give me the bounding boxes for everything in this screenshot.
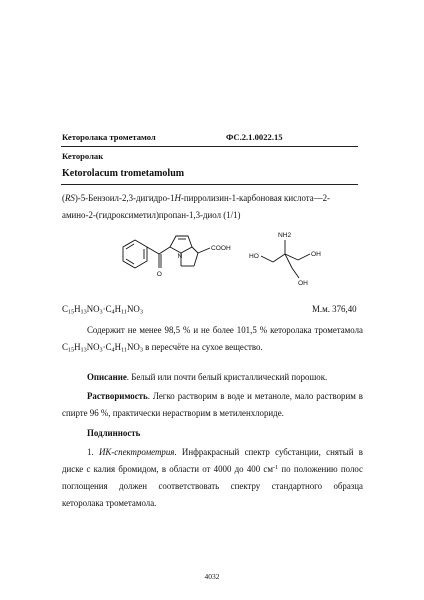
solubility-line-2: спирте 96 %, практически нерастворим в метиленхлориде. [62,408,284,418]
molecular-formula: $C_{15}H_{13}NO_3\cdot C_4H_{11}NO_3$ [62,304,143,316]
oh-bottom-label: OH [298,280,308,287]
cooh-label: COOH [211,245,231,252]
nh2-label: NH2 [278,232,292,239]
monograph-latin-name: Ketorolacum trometamolum [62,168,185,179]
content-line-2: $C_{15}H_{13}NO_3\cdot C_4H_{11}NO_3$ в пересчёте на сухое вещество. [62,342,263,354]
nitrogen-atom-label: N [177,253,183,260]
monograph-short-name: Кеторолак [62,151,104,161]
monograph-code: ФС.2.1.0022.15 [226,132,283,142]
identity-line-1: 1. ИК-спектрометрия. Инфракрасный спектр субстанции, снятый в [87,447,363,457]
identity-line-2: диске с калия бромидом, в области от 4000 до 400 $см^{-1}$ по положению полос [62,464,363,474]
identity-line-4: кеторолака трометамола. [62,498,157,508]
oh-right-label: OH [311,251,321,258]
page-number: 4032 [204,572,220,581]
content-line-1: Содержит не менее 98,5 % и не более 101,5 % кеторолака трометамола [87,325,363,335]
bottom-rule [61,184,358,185]
identity-heading: Подлинность [87,428,141,438]
monograph-title: Кеторолака трометамол [62,132,156,142]
ho-left-label: HO [249,253,259,260]
chemical-name-line-2: амино-2-(гидроксиметил)пропан-1,3-диол (1/1) [62,210,241,220]
description: Описание. Белый или почти белый кристаллический порошок. [87,372,328,382]
top-rule [61,146,358,147]
structural-formula [110,222,340,292]
chemical-name-line-1: (RS)-5-Бензоил-2,3-дигидро-1H-пирролизин-1-карбоновая кислота—2- [62,193,330,203]
identity-line-3: поглощения должен соответствовать спектру стандартного образца [62,481,363,491]
solubility-line-1: Растворимость. Легко растворим в воде и метаноле, мало растворим в [87,391,363,401]
oxygen-atom-label: O [156,271,162,278]
molecular-mass: М.м. 376,40 [312,304,357,314]
